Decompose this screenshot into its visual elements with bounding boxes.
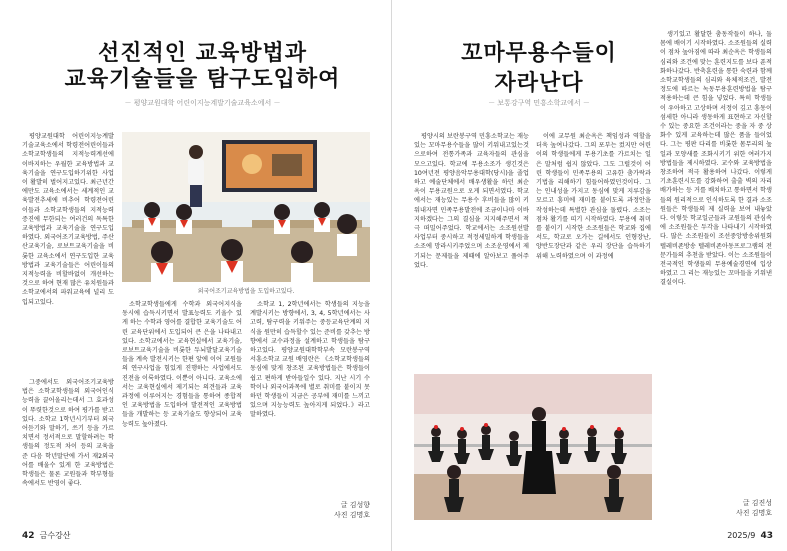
left-col1: 평양교원대학 어린이지능계발기술교육소에서 학령전어린이들과 소학교학생들의 지적능력계선에 이바지하는 우월한 교육방법과 교육기술을 연구도입하기위한 사업이 활발히 벌어지고있다. 최근년간에만도 교육소에서는 세계적인 교육발전추세에 비추어 학령전어린이들과 소학교학생들의 지적능력증진에 무한되는 여러건의 독특한 교육방법과 교육기술을 연구도입하였다. 외국어조기교육방법, 주산산교육기술, 로보트교육기술을 비롯한 교육소에서 연구도입한 교육방법과 교육기술들은 어린이들의 지적능력을 비할바없이 개선하는것으로 하여 현재 많은 유치원들과 소학교에서의 파워교육에 널리 도입되고있다. — [22, 133, 114, 306]
left-page-number: 42 — [22, 531, 35, 541]
right-title-line2: 자라난다 — [494, 70, 584, 96]
left-subtitle: － 평양교원대학 어린이지능계발기술교육소에서 － — [124, 99, 281, 107]
right-footer — [727, 531, 773, 541]
right-title-line1: 꼬마무용수들이 — [461, 40, 617, 66]
issue-date: 2025/9 — [727, 531, 756, 540]
left-byline: 글 김성향 사진 김명호 — [333, 501, 370, 519]
right-col3: 생기있고 활달한 춤동작들이 하나, 둘 몸에 배이기 시작하였다. 소조원들의 실력이 점차 높아짐에 따라 최순옥은 학생들의 심리와 조건에 맞는 훈련지도를 보다 푼적화하나갔다. 반축훈련을 통한 숙련과 함께 소학교학생들의 심리와 육체적조건, 발전정도에 따르는 녹동무용훈련방법을 탐구적용하는데 큰 힘을 넣었다. 특히 학생들이 우아하고 고상하며 서정이 깊고 흥동이 섬세한 아니라 생동하게 표현하고 자신할 수 있는 중요한 조건이라는 중을 자 중 상화수 있게 교육하는데 많은 품을 들이었다. 그는 평판 다리를 비롯한 몸무리의 높일과 모양새를 조화시키기 위한 여러가지 방법들을 제시하였다. 교수와 교육방법을 창조하여 적극 활용하여 나갔다. 이렇게 기초훈련시도를 강화하여 출출 벽의 자리 배가하는 등 거를 배치하고 통하면서 학생들의 원리적으로 인식하도록 한 결과 소조원들은 학생들의 제 실력을 보여 내놓았다. 이렇듯 학교일군들과 교원들의 관심속에 소조원들은 두각을 나타내기 시작하였다. 많은 소조원들이 조선중앙방송위원회 텔레비죤방송 텔레비죤아동프로그램의 전문가들의 추천을 받았다. 이는 소조원들이 전국적인 학생들의 무용예술경연에 입상하였고 그 리는 재능있는 꼬마들을 키워낸 결실이다. — [660, 31, 772, 287]
left-page — [0, 0, 392, 551]
left-col3: 소학교학생들에게 수학과 외국어지식을 동시에 습득시키면서 발표능력도 키울수 있게 하는 수학과 영어를 결합한 교육기술도 어린 교육단위에서 도입되어 큰 은을 나타내고있다. 소학교에서는 교육현실에서 교육기술, 로보트교육기술을 비롯한 두뇌발달교육기술들을 계속 발전시키는 한편 앞에 이어 교원들의 연구사업을 힘있게 진행하는 사업에서도 진전을 이룩하였다. 이뿐이 아니다. 교육소에서는 교육현실에서 제기되는 의견들과 교육과정에 이루어지는 경험들을 통하여 종합적인 교육방법을 도입하여 발전적인 교육방법들을 개발하는 등 교육기술도 향상되어 교육능력도 높아졌다. — [122, 301, 242, 428]
left-footer — [22, 530, 71, 541]
dance-photo — [414, 374, 652, 520]
right-page — [394, 0, 787, 551]
left-title-line2: 교육기술들을 탐구도입하여 — [64, 66, 341, 92]
right-subtitle: － 보통강구역 민흥소학교에서 － — [488, 99, 590, 107]
left-col4: 소학교 1, 2학년에서는 학생들의 지능을 계발시키는 방향에서, 3, 4, 5학년에서는 사고력, 탐구력을 키워주는 중등교육단계의 지식을 원만히 습득할수 있는 준비를 갖추는 방향에서 교수과정을 설계하고 학생들을 탐구하고있다. 평양교원대학학부속 모란봉구역 서흥소학교 교원 배영란은 《소학교학생들의 동심에 맞게 창조된 교육방법들은 학생들이 쉽고 편하게 받아들일수 있다. 지난 시기 수학이나 외국어과목에 별로 취미를 붙이지 못하던 학생들이 지금은 공부에 재미를 느끼고있으며 지능능력도 높아지게 되었다.》라고 말하였다. — [250, 301, 370, 419]
right-byline: 글 김진성 사진 김명호 — [735, 499, 772, 517]
right-col2: 이에 교무원 최순옥은 책임성과 역할을 더욱 높여나갔다. 그의 포부는 컸지만 어린이의 학생들에게 무용기초를 가르치는 일은 말처럼 쉽지 않았다. 그도 그럴것이 어린 학생들이 민족무용의 고유한 춤가락과 기법을 리해하기 힘들어하였던것이다. 그는 인내성을 가지고 동심에 맞게 지루감을 모르고 흥미에 재미를 붙이도록 과정안을 작성하는데 특별한 관심을 돌렸다. 소조는 점차 활기를 띠기 시작하였다. 무용에 취미를 붙이기 시작한 소조원들은 학교와 집에서도, 학교로 오가는 길에서도 인형장난, 양반도장단과 같은 우리 장단을 습득하기위해 노력하였으며 이 과정에 — [536, 133, 651, 260]
right-page-number: 43 — [760, 531, 773, 541]
magazine-name: 금수강산 — [39, 531, 71, 540]
classroom-illustration — [122, 132, 370, 282]
dance-class-illustration — [414, 374, 652, 520]
right-col1: 평양시의 보란봉구역 민흥소학교는 재능있는 꼬마무용수들을 많이 키워내고있는것으로하여 전통가족과 교육자들의 관심을 모으고있다. 학교에 무용소조가 생긴것은 10여년전 평양음악무용대학(당시)을 졸업하고 예술단체에서 배우생활을 하던 최순옥이 무용교원으로 오게 되면서였다. 학교에서는 재능있는 무용수 후비들을 많이 키워내자면 민족무용발전에 조금이나마 이바지하겠다는 그의 결심을 지지해주면서 적극 떠밀어주었다. 학교에서는 소조원선발 사업부터 중시하고 적정세밀하게 학생들을 소조에 망라시키주었으며 소조운영에서 제기되는 문제들을 제때에 알아보고 풀어주었다. — [414, 133, 529, 269]
left-photo-caption: 외국어조기교육방법을 도입하고있다. — [197, 288, 295, 295]
left-col2: 그중에서도 외국어조기교육방법은 소학교학생들의 외국어인식능력을 끌어올리는데서 그 효과성이 뚜렷한것으로 하여 평가를 받고있다. 소학교 1학년시기부터 외국어듣기와 말하기, 쓰기 등을 가르치면서 정서적으로 말할하려는 학생들의 정도적 차이 등의 교육을 준 다음 학년말단에 가서 재2외국어를 배울수 있게 한 교육방법은 학생들은 물론 교원들과 학부형들속에서도 반영이 좋다. — [22, 379, 114, 488]
left-title-line1: 선진적인 교육방법과 — [98, 40, 307, 66]
classroom-photo — [122, 132, 370, 282]
